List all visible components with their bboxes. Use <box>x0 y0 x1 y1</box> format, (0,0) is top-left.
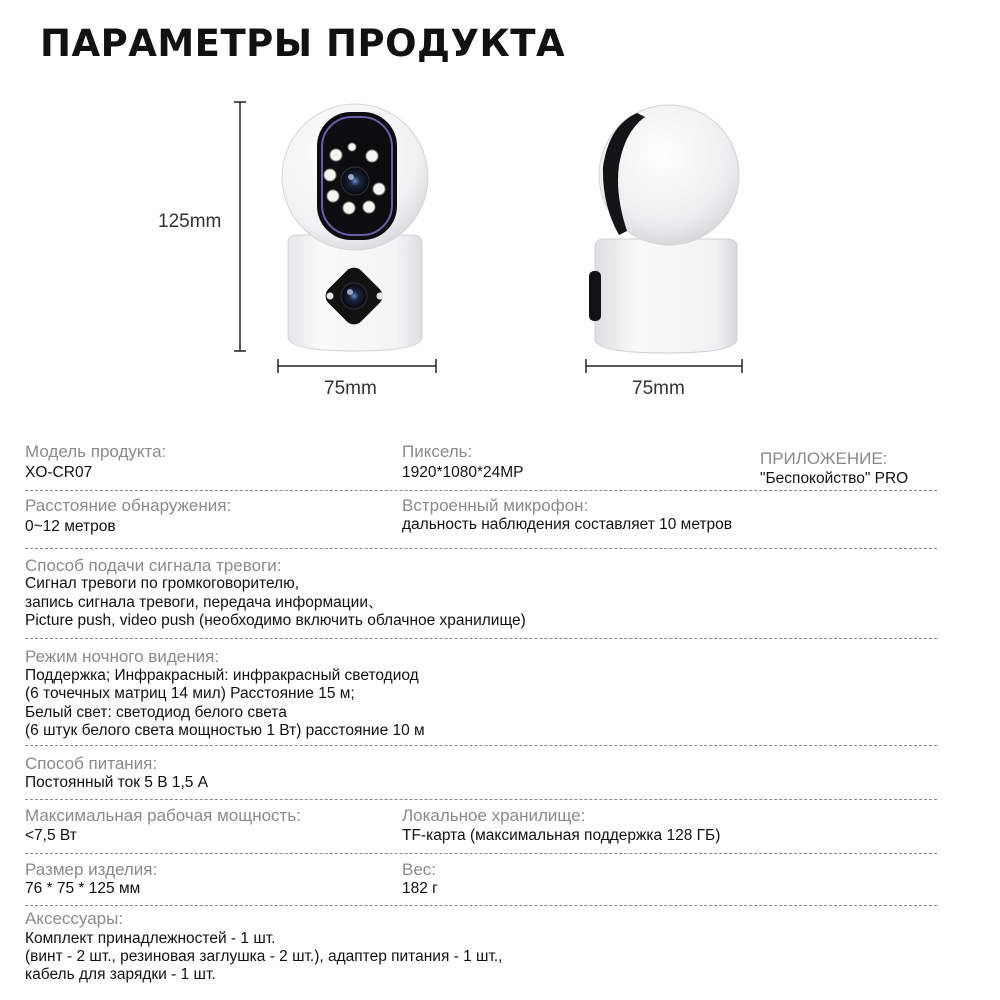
accessories-label: Аксессуары: <box>25 909 124 928</box>
size-value: 76 * 75 * 125 мм <box>25 880 141 897</box>
pixel-label: Пиксель: <box>402 442 473 461</box>
alarm-line: Сигнал тревоги по громкоговорителю, <box>25 575 300 592</box>
front-width-dimension-label: 75mm <box>324 378 377 399</box>
divider <box>25 799 937 800</box>
max-power-value: <7,5 Вт <box>25 827 77 844</box>
divider <box>25 745 937 746</box>
power-value: Постоянный ток 5 В 1,5 А <box>25 774 209 791</box>
weight-value: 182 г <box>402 880 438 897</box>
accessories-line: кабель для зарядки - 1 шт. <box>25 966 216 983</box>
alarm-line: Picture push, video push (необходимо включить облачное хранилище) <box>25 612 526 629</box>
app-value: "Беспокойство" PRO <box>760 470 909 487</box>
app-label: ПРИЛОЖЕНИЕ: <box>760 449 888 468</box>
camera-front-view <box>150 95 450 385</box>
microphone-value: дальность наблюдения составляет 10 метров <box>402 516 733 533</box>
page-title: ПАРАМЕТРЫ ПРОДУКТА <box>40 22 566 65</box>
camera-side-view <box>575 95 755 385</box>
accessories-line: (винт - 2 шт., резиновая заглушка - 2 шт.), адаптер питания - 1 шт., <box>25 948 503 965</box>
height-dimension-label: 125mm <box>158 211 222 232</box>
night-vision-line: (6 штук белого света мощностью 1 Вт) расстояние 10 м <box>25 722 425 739</box>
weight-label: Вес: <box>402 860 437 879</box>
alarm-label: Способ подачи сигнала тревоги: <box>25 556 282 575</box>
alarm-line: запись сигнала тревоги, передача информации、 <box>25 594 384 611</box>
max-power-label: Максимальная рабочая мощность: <box>25 806 301 825</box>
accessories-line: Комплект принадлежностей - 1 шт. <box>25 930 276 947</box>
night-vision-line: Поддержка; Инфракрасный: инфракрасный светодиод <box>25 667 419 684</box>
divider <box>25 638 937 639</box>
detection-value: 0~12 метров <box>25 518 116 535</box>
divider <box>25 548 937 549</box>
night-vision-label: Режим ночного видения: <box>25 647 220 666</box>
side-width-dimension-label: 75mm <box>632 378 685 399</box>
size-label: Размер изделия: <box>25 860 158 879</box>
divider <box>25 905 937 906</box>
divider <box>25 490 937 491</box>
power-label: Способ питания: <box>25 754 158 773</box>
storage-value: TF-карта (максимальная поддержка 128 ГБ) <box>402 827 721 844</box>
divider <box>25 853 937 854</box>
model-label: Модель продукта: <box>25 442 167 461</box>
model-value: XO-CR07 <box>25 464 93 481</box>
storage-label: Локальное хранилище: <box>402 806 586 825</box>
detection-label: Расстояние обнаружения: <box>25 496 232 515</box>
night-vision-line: Белый свет: светодиод белого света <box>25 704 287 721</box>
pixel-value: 1920*1080*24MP <box>402 464 524 481</box>
microphone-label: Встроенный микрофон: <box>402 496 589 515</box>
night-vision-line: (6 точечных матриц 14 мил) Расстояние 15 м; <box>25 685 355 702</box>
